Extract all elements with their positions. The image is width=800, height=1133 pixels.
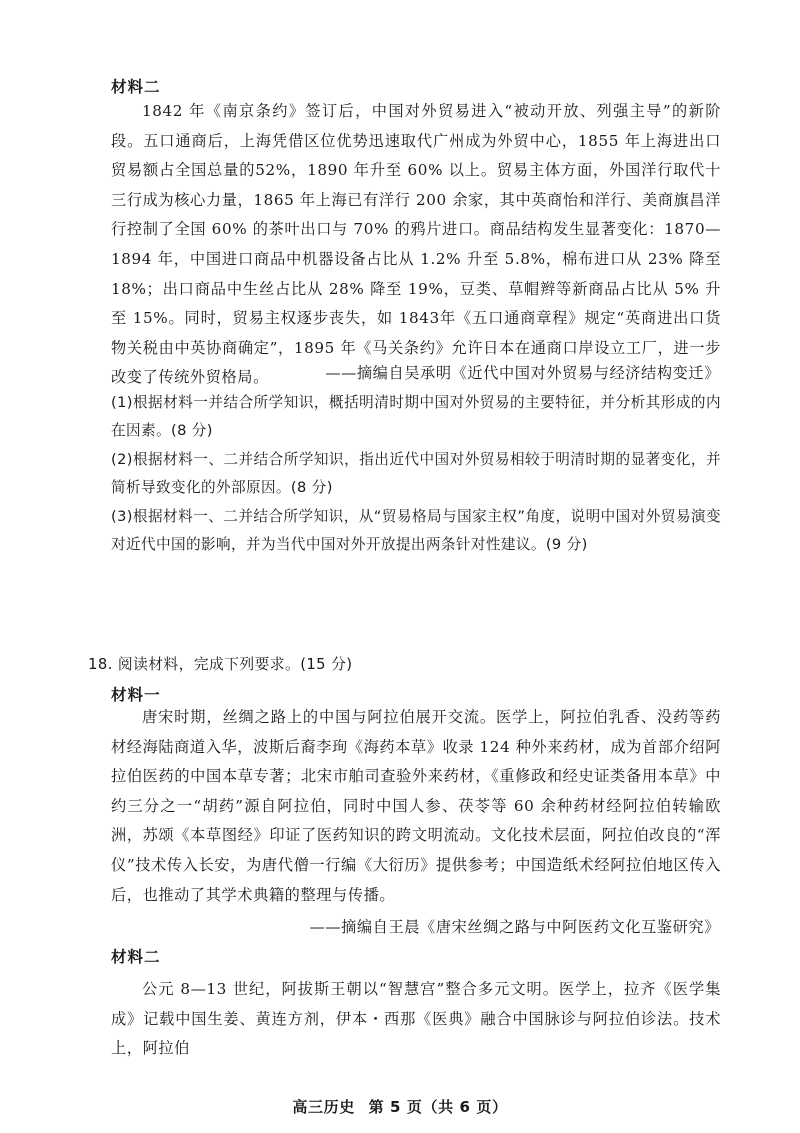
material-one-heading: 材料一 bbox=[111, 686, 161, 704]
question-2: (2)根据材料一、二并结合所学知识，指出近代中国对外贸易相较于明清时期的显著变化，并简析导致变化的外部原因。(8 分) bbox=[111, 451, 721, 496]
material-two-source: ——摘编自吴承明《近代中国对外贸易与经济结构变迁》 bbox=[325, 364, 720, 382]
material-two-body-q18: 公元 8—13 世纪，阿拔斯王朝以“智慧宫”整合多元文明。医学上，拉齐《医学集成》记载中国生姜、黄连方剂，伊本・西那《医典》融合中国脉诊与阿拉伯诊法。技术上，阿拉伯 bbox=[111, 980, 721, 1058]
question-18-prompt: 18. 阅读材料，完成下列要求。(15 分) bbox=[88, 656, 353, 673]
material-one-source: ——摘编自王晨《唐宋丝绸之路与中阿医药文化互鉴研究》 bbox=[309, 918, 720, 936]
page-footer bbox=[0, 1096, 800, 1117]
material-two-heading: 材料二 bbox=[111, 78, 161, 96]
footer-page-number: 第 5 页（共 6 页） bbox=[368, 1098, 508, 1116]
question-1: (1)根据材料一并结合所学知识，概括明清时期中国对外贸易的主要特征，并分析其形成的内在因素。(8 分) bbox=[111, 394, 721, 439]
material-one-body: 唐宋时期，丝绸之路上的中国与阿拉伯展开交流。医学上，阿拉伯乳香、没药等药材经海陆商道入华，波斯后裔李珣《海药本草》收录 124 种外来药材，成为首部介绍阿拉伯医药的中国本草专著；北宋市舶司查验外来药材，《重修政和经史证类备用本草》中约三分之一“胡药”源自阿拉伯，同时中国人参、茯苓等 60 余种药材经阿拉伯转输欧洲，苏颂《本草图经》印证了医药知识的跨文明流动。文化技术层面，阿拉伯改良的“浑仪”技术传入长安，为唐代僧一行编《大衍历》提供参考；中国造纸术经阿拉伯地区传入后，也推动了其学术典籍的整理与传播。 bbox=[111, 708, 721, 904]
material-two-body: 1842 年《南京条约》签订后，中国对外贸易进入“被动开放、列强主导”的新阶段。五口通商后，上海凭借区位优势迅速取代广州成为外贸中心，1855 年上海进出口贸易额占全国总量的52%，1890 年升至 60% 以上。贸易主体方面，外国洋行取代十三行成为核心力量，1865 年上海已有洋行 200 余家，其中英商怡和洋行、美商旗昌洋行控制了全国 60% 的茶叶出口与 70% 的鸦片进口。商品结构发生显著变化：1870—1894 年，中国进口商品中机器设备占比从 1.2% 升至 5.8%，棉布进口从 23% 降至 18%；出口商品中生丝占比从 28% 降至 19%，豆类、草帽辫等新商品占比从 5% 升至 15%。同时，贸易主权逐步丧失，如 1843年《五口通商章程》规定“英商进出口货物关税由中英协商确定”，1895 年《马关条约》允许日本在通商口岸设立工厂，进一步改变了传统外贸格局。 bbox=[111, 102, 721, 387]
footer-subject: 高三历史 bbox=[292, 1098, 355, 1116]
material-two-heading-q18: 材料二 bbox=[111, 948, 161, 966]
question-3: (3)根据材料一、二并结合所学知识，从“贸易格局与国家主权”角度，说明中国对外贸易演变对近代中国的影响，并为当代中国对外开放提出两条针对性建议。(9 分) bbox=[111, 508, 721, 553]
